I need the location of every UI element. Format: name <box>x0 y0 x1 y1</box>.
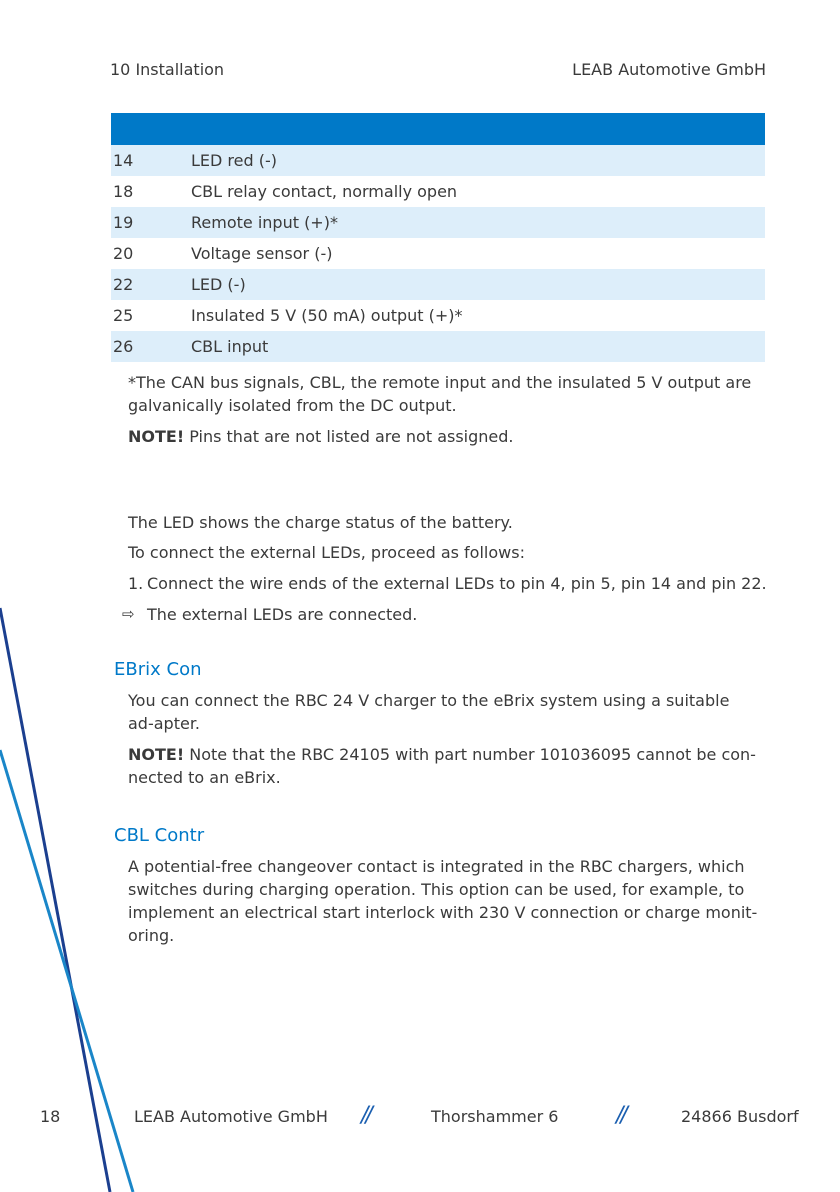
step-text: Connect the wire ends of the external LEDs to pin 4, pin 5, pin 14 and pin 22. <box>147 574 767 593</box>
footer-city: 24866 Busdorf <box>681 1107 799 1126</box>
footer-page-number: 18 <box>40 1107 61 1126</box>
step-result: The external LEDs are connected. <box>147 605 418 624</box>
pin-number: 14 <box>113 151 134 170</box>
deco-line-dark <box>0 608 110 1192</box>
pin-description: CBL relay contact, normally open <box>191 182 458 201</box>
pin-description: CBL input <box>191 337 269 356</box>
footer-street: Thorshammer 6 <box>431 1107 559 1126</box>
pin-description: Insulated 5 V (50 mA) output (+)* <box>191 306 463 325</box>
note-label: NOTE! <box>128 745 185 764</box>
pin-number: 18 <box>113 182 134 201</box>
section-title-ebrix: EBrix Con <box>114 659 202 680</box>
pin-number: 25 <box>113 306 134 325</box>
note-text: Pins that are not listed are not assigned. <box>184 427 514 446</box>
pin-number: 26 <box>113 337 134 356</box>
pin-number: 19 <box>113 213 134 232</box>
pin-description: Voltage sensor (-) <box>191 244 333 263</box>
led-instruction: To connect the external LEDs, proceed as follows: <box>128 543 525 562</box>
cbl-text: A potential-free changeover contact is integrated in the RBC chargers, which switches during charging operation. This option can be used, for example, to implement an electrical start interlock with 230 V connection or charge monit-oring. <box>128 857 758 945</box>
table-footnote: *The CAN bus signals, CBL, the remote input and the insulated 5 V output are galvanically isolated from the DC output. <box>128 373 752 415</box>
header-company: LEAB Automotive GmbH <box>572 60 766 79</box>
note-text: Note that the RBC 24105 with part number 101036095 cannot be con-nected to an eBrix. <box>128 745 756 787</box>
pin-description: LED (-) <box>191 275 246 294</box>
pin-number: 20 <box>113 244 134 263</box>
pin-description: LED red (-) <box>191 151 277 170</box>
header-section-title: 10 Installation <box>110 60 225 79</box>
pin-description: Remote input (+)* <box>191 213 338 232</box>
footer-company: LEAB Automotive GmbH <box>134 1107 328 1126</box>
led-intro: The LED shows the charge status of the battery. <box>128 513 513 532</box>
step-number: 1. <box>128 574 144 593</box>
section-title-cbl: CBL Contr <box>114 825 205 846</box>
footer-separator: // <box>361 1103 370 1128</box>
note-label: NOTE! <box>128 427 185 446</box>
result-arrow-icon: ⇨ <box>122 605 135 623</box>
pin-number: 22 <box>113 275 134 294</box>
ebrix-text: You can connect the RBC 24 V charger to the eBrix system using a suitable ad-apter. <box>128 691 730 733</box>
deco-line-light <box>0 750 133 1192</box>
footer-separator: // <box>616 1103 625 1128</box>
